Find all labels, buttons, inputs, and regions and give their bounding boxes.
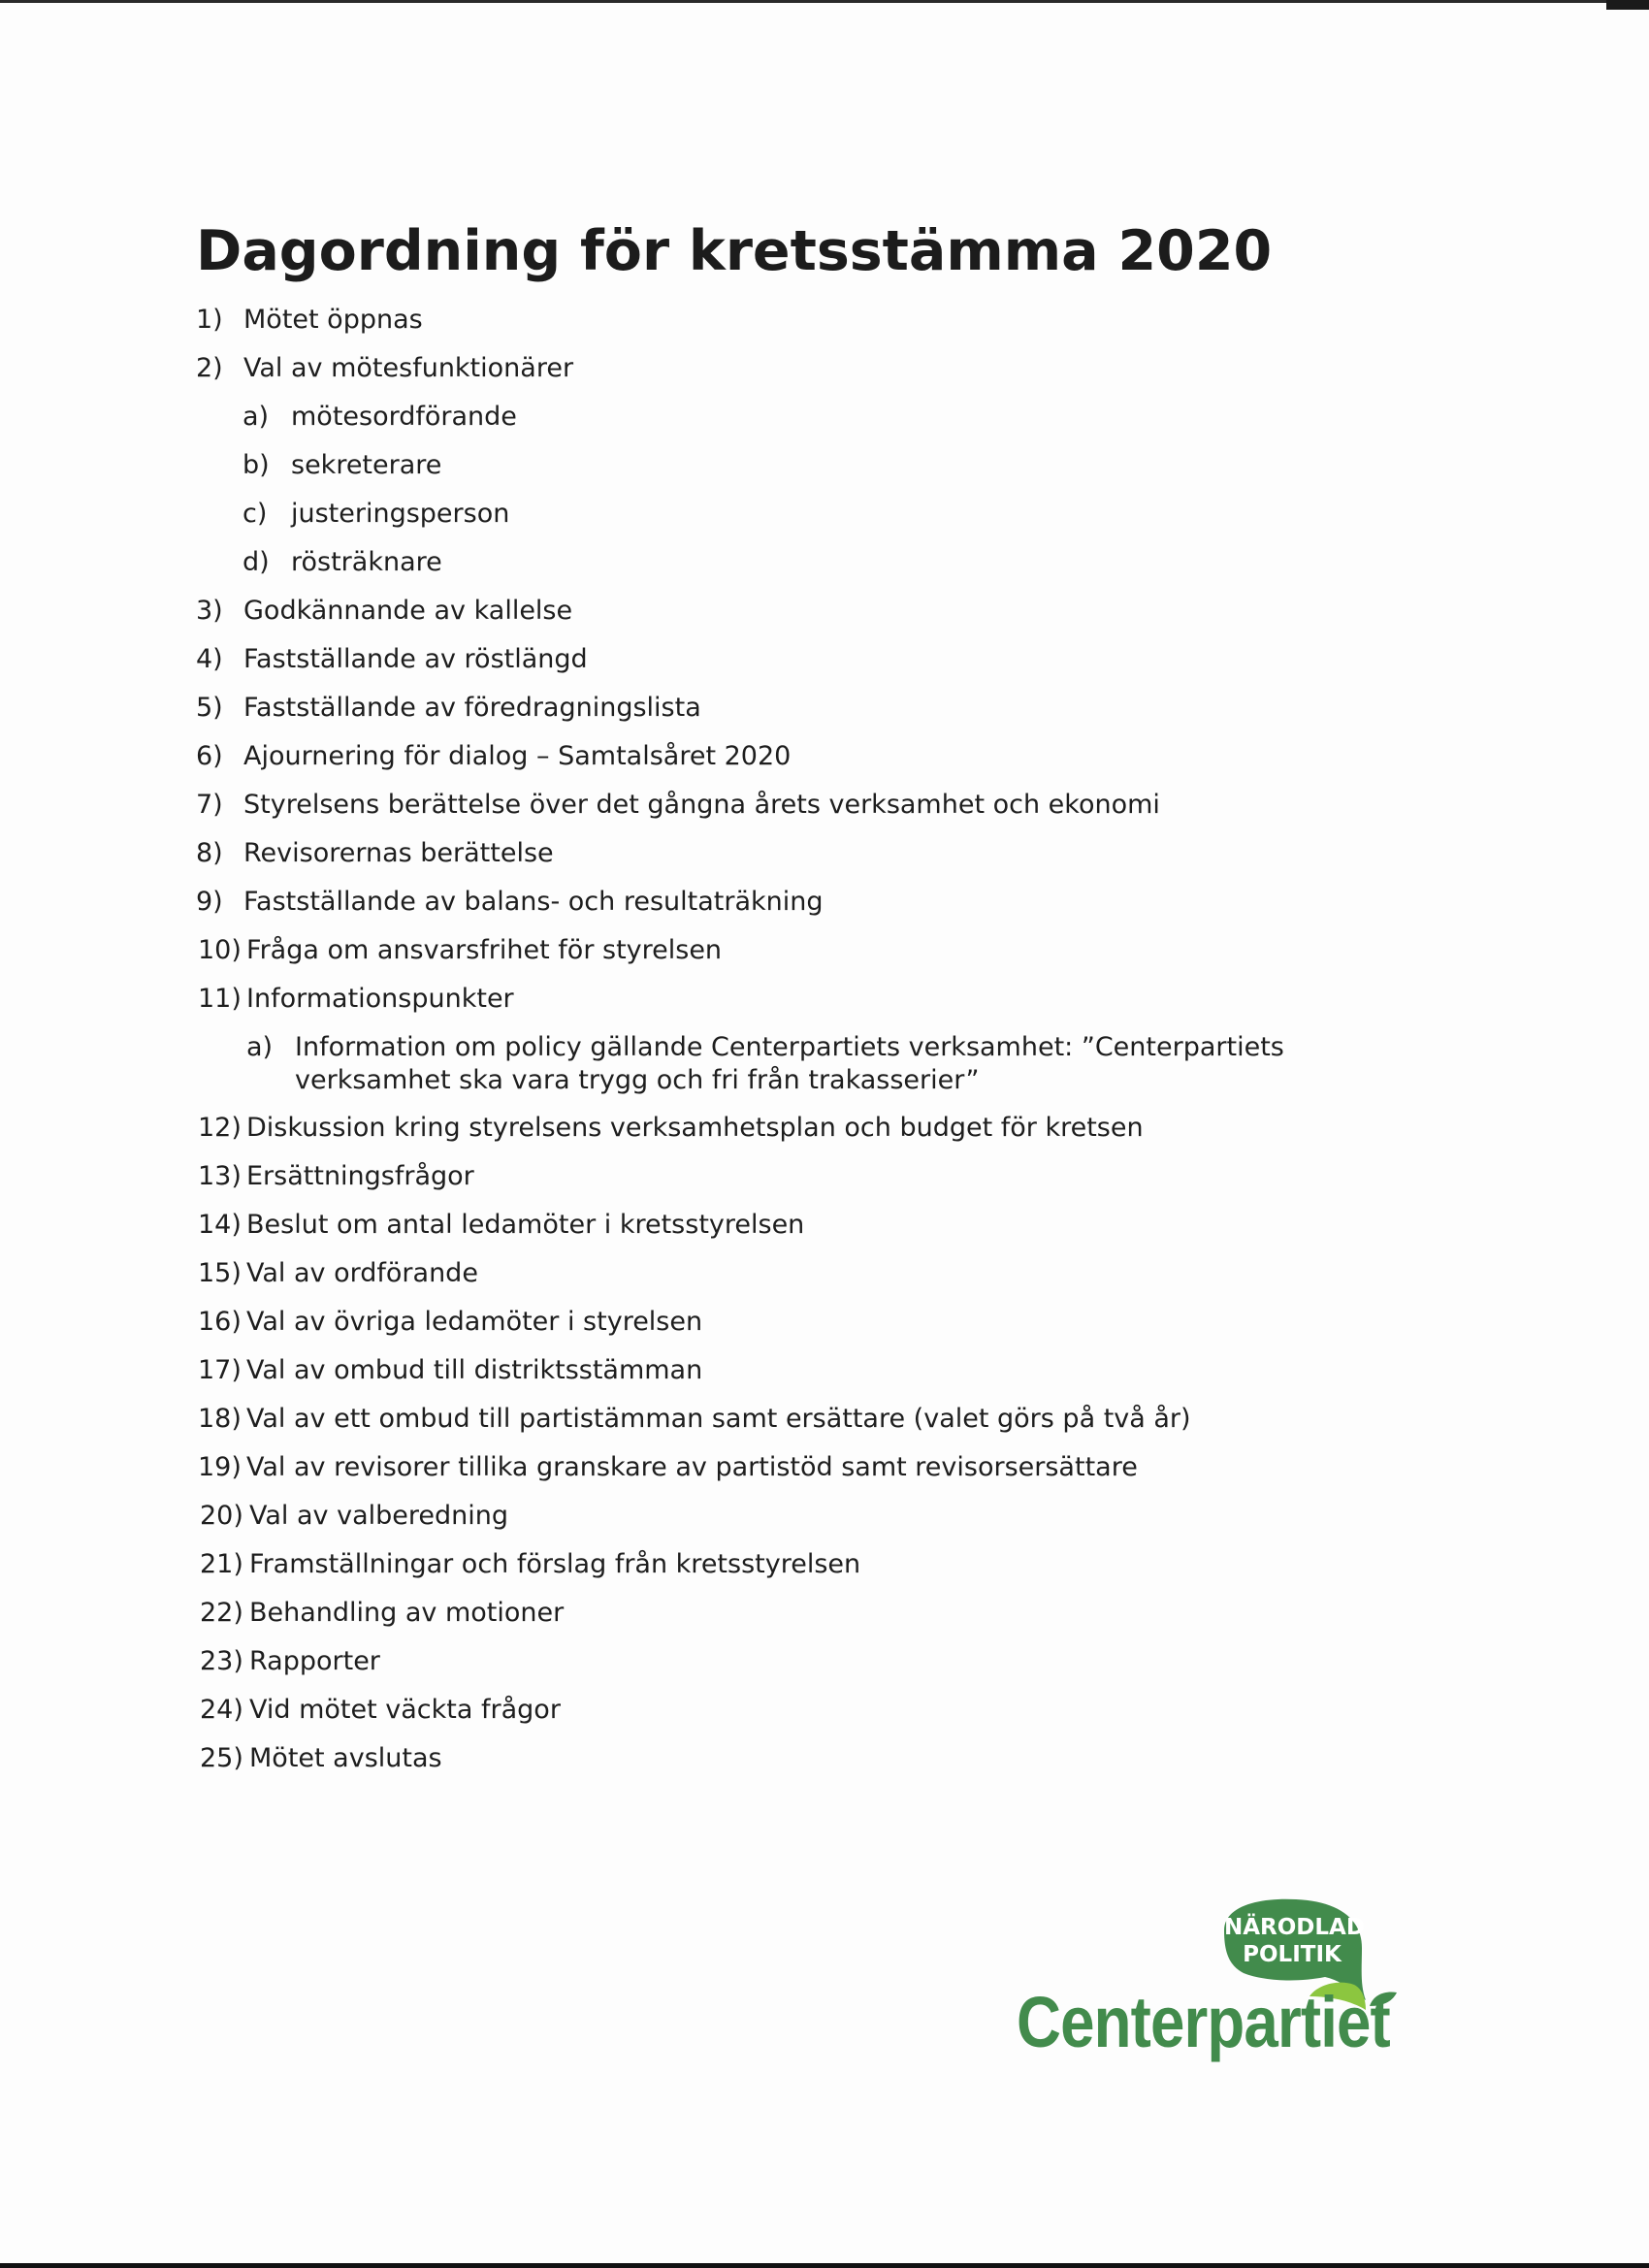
- item-text: Val av mötesfunktionärer: [243, 353, 574, 383]
- subitem-text-line1: Information om policy gällande Centerpartiets verksamhet: ”Centerpartiets: [295, 1032, 1284, 1062]
- item-text: Fastställande av föredragningslista: [243, 693, 701, 723]
- subitem-letter: a): [246, 1032, 274, 1062]
- item-number: 13): [198, 1161, 242, 1191]
- item-text: Vid mötet väckta frågor: [249, 1695, 561, 1725]
- item-text: Rapporter: [249, 1646, 380, 1676]
- item-text: Fråga om ansvarsfrihet för styrelsen: [246, 935, 723, 965]
- item-number: 8): [196, 838, 223, 868]
- subitem-letter: c): [242, 499, 268, 529]
- subitem-letter: d): [242, 547, 270, 577]
- subitem-letter: a): [242, 402, 270, 432]
- item-number: 22): [200, 1598, 243, 1628]
- item-number: 6): [196, 741, 223, 771]
- subitem-text-line2: verksamhet ska vara trygg och fri från trakasserier”: [295, 1065, 980, 1095]
- item-text: Fastställande av balans- och resultaträkning: [243, 887, 824, 917]
- item-number: 9): [196, 887, 223, 917]
- item-text: Val av övriga ledamöter i styrelsen: [246, 1307, 703, 1337]
- item-number: 11): [198, 984, 242, 1014]
- subitem-text: justeringsperson: [291, 499, 510, 529]
- item-number: 15): [198, 1258, 242, 1288]
- item-number: 25): [200, 1743, 243, 1773]
- item-number: 7): [196, 790, 223, 820]
- item-text: Styrelsens berättelse över det gångna årets verksamhet och ekonomi: [243, 790, 1160, 820]
- item-text: Framställningar och förslag från kretsstyrelsen: [249, 1549, 861, 1579]
- logo-slogan-line1: NÄRODLAD: [1224, 1915, 1365, 1940]
- item-text: Mötet avslutas: [249, 1743, 442, 1773]
- subitem-text: mötesordförande: [291, 402, 517, 432]
- item-text: Mötet öppnas: [243, 305, 423, 335]
- item-number: 20): [200, 1501, 243, 1531]
- item-number: 10): [198, 935, 242, 965]
- item-number: 12): [198, 1113, 242, 1143]
- item-number: 17): [198, 1355, 242, 1385]
- item-number: 16): [198, 1307, 242, 1337]
- item-number: 2): [196, 353, 223, 383]
- item-number: 18): [198, 1404, 242, 1434]
- item-number: 21): [200, 1549, 243, 1579]
- item-text: Val av ombud till distriktsstämman: [246, 1355, 703, 1385]
- item-text: Ersättningsfrågor: [246, 1161, 474, 1191]
- item-number: 1): [196, 305, 223, 335]
- scan-edge-corner: [1606, 0, 1649, 10]
- item-text: Diskussion kring styrelsens verksamhetsplan och budget för kretsen: [246, 1113, 1144, 1143]
- logo-slogan-line2: POLITIK: [1243, 1942, 1342, 1967]
- item-text: Val av revisorer tillika granskare av partistöd samt revisorsersättare: [246, 1452, 1138, 1482]
- item-text: Behandling av motioner: [249, 1598, 565, 1628]
- item-number: 14): [198, 1210, 242, 1240]
- item-text: Revisorernas berättelse: [243, 838, 554, 868]
- item-text: Ajournering för dialog – Samtalsåret 2020: [243, 741, 792, 771]
- item-number: 3): [196, 596, 223, 626]
- page-title: Dagordning för kretsstämma 2020: [196, 219, 1273, 283]
- item-number: 24): [200, 1695, 243, 1725]
- item-text: Val av valberedning: [249, 1501, 509, 1531]
- subitem-letter: b): [242, 450, 270, 480]
- scan-edge-top: [0, 0, 1649, 3]
- item-text: Val av ett ombud till partistämman samt ersättare (valet görs på två år): [246, 1404, 1191, 1434]
- item-number: 19): [198, 1452, 242, 1482]
- item-text: Informationspunkter: [246, 984, 514, 1014]
- scan-edge-bottom: [0, 2263, 1649, 2268]
- item-number: 5): [196, 693, 223, 723]
- logo-wordmark: Centerpartiet: [1017, 1982, 1390, 2062]
- item-text: Beslut om antal ledamöter i kretsstyrelsen: [246, 1210, 805, 1240]
- item-number: 23): [200, 1646, 243, 1676]
- item-text: Val av ordförande: [246, 1258, 478, 1288]
- subitem-text: rösträknare: [291, 547, 442, 577]
- subitem-text: sekreterare: [291, 450, 442, 480]
- item-text: Godkännande av kallelse: [243, 596, 573, 626]
- item-text: Fastställande av röstlängd: [243, 644, 588, 674]
- item-number: 4): [196, 644, 223, 674]
